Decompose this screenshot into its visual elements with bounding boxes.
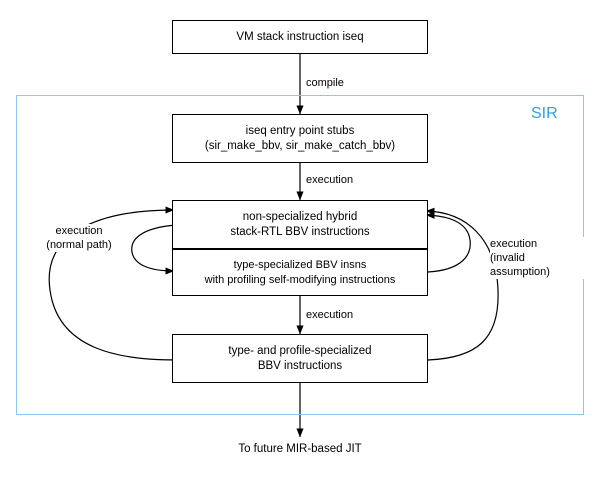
box-type-and-profile-specialized: [172, 334, 428, 383]
box-line: with profiling self-modifying instructions: [204, 273, 396, 286]
footer-caption: To future MIR-based JIT: [238, 443, 362, 455]
edge-label-line: execution: [55, 225, 103, 237]
edge-label-compile: compile: [306, 77, 344, 89]
box-line: iseq entry point stubs: [245, 124, 355, 137]
edge-label-left-loop: [34, 224, 124, 252]
box-line: BBV instructions: [257, 359, 343, 372]
box-line: type-specialized BBV insns: [233, 258, 367, 271]
box-line: non-specialized hybrid: [242, 210, 358, 223]
sir-region-label: SIR: [531, 105, 558, 122]
box-iseq-entry-point-stubs: [172, 114, 428, 163]
box-non-specialized-hybrid: [172, 200, 428, 249]
edge-label-line: (invalid: [490, 252, 525, 264]
box-vm-stack-instruction-iseq: [172, 20, 428, 54]
box-type-specialized-bbv: [172, 249, 428, 296]
box-line: VM stack instruction iseq: [236, 30, 364, 43]
edge-label-execution-2: execution: [306, 309, 354, 321]
box-line: stack-RTL BBV instructions: [230, 225, 370, 238]
box-line: type- and profile-specialized: [228, 344, 372, 357]
edge-label-line: (normal path): [46, 239, 112, 251]
edge-label-line: assumption): [490, 266, 550, 278]
edge-label-right-loop: [490, 237, 588, 279]
edge-label-execution-1: execution: [306, 174, 354, 186]
edge-label-line: execution: [490, 238, 538, 250]
box-line: (sir_make_bbv, sir_make_catch_bbv): [204, 139, 396, 152]
